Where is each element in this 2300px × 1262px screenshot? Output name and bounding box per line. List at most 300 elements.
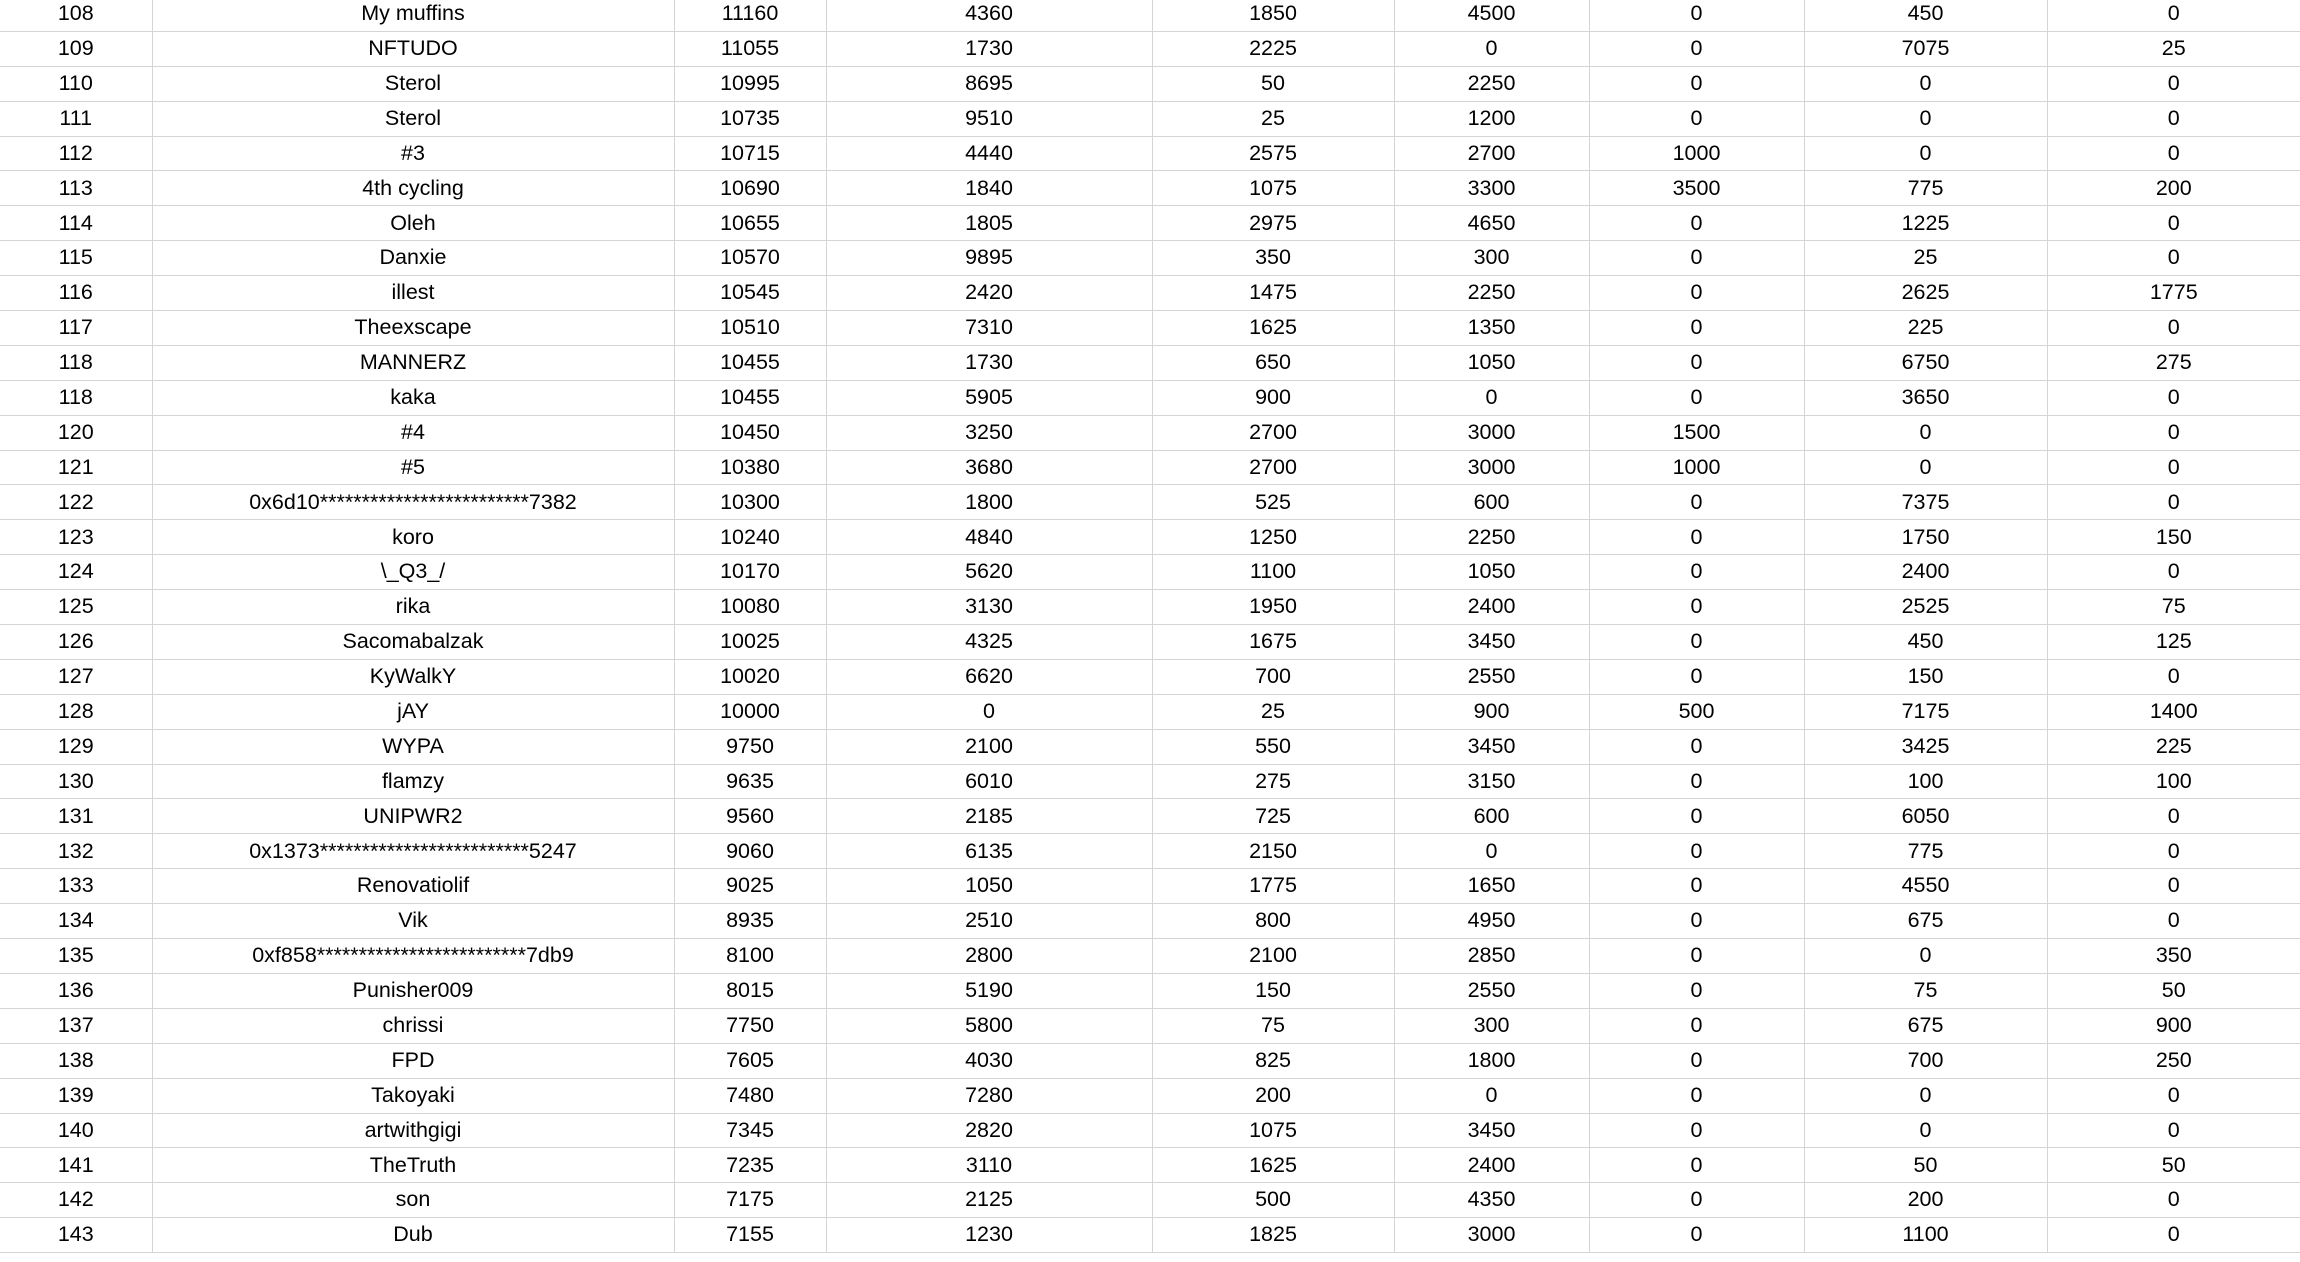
cell-rank[interactable]: 127 [0, 659, 152, 694]
cell-rank[interactable]: 113 [0, 171, 152, 206]
cell-col-6[interactable]: 0 [1589, 729, 1804, 764]
cell-col-3[interactable]: 5620 [826, 555, 1152, 590]
cell-col-5[interactable]: 4950 [1394, 904, 1589, 939]
cell-col-6[interactable]: 0 [1589, 101, 1804, 136]
cell-col-8[interactable]: 125 [2047, 625, 2300, 660]
cell-col-3[interactable]: 2820 [826, 1113, 1152, 1148]
cell-name[interactable]: Takoyaki [152, 1078, 674, 1113]
cell-rank[interactable]: 142 [0, 1183, 152, 1218]
cell-col-5[interactable]: 1200 [1394, 101, 1589, 136]
cell-total[interactable]: 9750 [674, 729, 826, 764]
cell-total[interactable]: 8935 [674, 904, 826, 939]
cell-col-8[interactable]: 50 [2047, 1148, 2300, 1183]
cell-col-3[interactable]: 4440 [826, 136, 1152, 171]
cell-col-3[interactable]: 9895 [826, 241, 1152, 276]
cell-name[interactable]: son [152, 1183, 674, 1218]
cell-col-4[interactable]: 2975 [1152, 206, 1394, 241]
cell-rank[interactable]: 136 [0, 973, 152, 1008]
cell-col-5[interactable]: 2550 [1394, 659, 1589, 694]
cell-col-7[interactable]: 0 [1804, 1113, 2047, 1148]
cell-rank[interactable]: 125 [0, 590, 152, 625]
cell-rank[interactable]: 118 [0, 380, 152, 415]
cell-total[interactable]: 10655 [674, 206, 826, 241]
cell-col-4[interactable]: 25 [1152, 101, 1394, 136]
cell-col-4[interactable]: 1075 [1152, 1113, 1394, 1148]
cell-col-3[interactable]: 5800 [826, 1008, 1152, 1043]
cell-total[interactable]: 10455 [674, 345, 826, 380]
cell-col-8[interactable]: 0 [2047, 555, 2300, 590]
cell-total[interactable]: 7480 [674, 1078, 826, 1113]
cell-rank[interactable]: 115 [0, 241, 152, 276]
cell-name[interactable]: 0x1373*************************5247 [152, 834, 674, 869]
cell-col-7[interactable]: 775 [1804, 171, 2047, 206]
cell-total[interactable]: 10000 [674, 694, 826, 729]
cell-col-6[interactable]: 0 [1589, 973, 1804, 1008]
cell-col-6[interactable]: 0 [1589, 625, 1804, 660]
cell-col-6[interactable]: 0 [1589, 206, 1804, 241]
cell-total[interactable]: 11055 [674, 31, 826, 66]
cell-total[interactable]: 7175 [674, 1183, 826, 1218]
cell-total[interactable]: 8100 [674, 939, 826, 974]
cell-col-7[interactable]: 0 [1804, 136, 2047, 171]
cell-col-5[interactable]: 2550 [1394, 973, 1589, 1008]
cell-col-4[interactable]: 1250 [1152, 520, 1394, 555]
cell-col-8[interactable]: 0 [2047, 1113, 2300, 1148]
cell-col-6[interactable]: 0 [1589, 834, 1804, 869]
cell-rank[interactable]: 109 [0, 31, 152, 66]
cell-total[interactable]: 10240 [674, 520, 826, 555]
cell-col-7[interactable]: 7075 [1804, 31, 2047, 66]
cell-col-5[interactable]: 3450 [1394, 729, 1589, 764]
cell-rank[interactable]: 112 [0, 136, 152, 171]
cell-name[interactable]: Sterol [152, 66, 674, 101]
cell-col-4[interactable]: 25 [1152, 694, 1394, 729]
cell-col-8[interactable]: 0 [2047, 241, 2300, 276]
cell-col-5[interactable]: 4650 [1394, 206, 1589, 241]
cell-name[interactable]: Sacomabalzak [152, 625, 674, 660]
cell-col-7[interactable]: 6050 [1804, 799, 2047, 834]
cell-name[interactable]: kaka [152, 380, 674, 415]
cell-name[interactable]: flamzy [152, 764, 674, 799]
cell-name[interactable]: TheTruth [152, 1148, 674, 1183]
cell-col-7[interactable]: 150 [1804, 659, 2047, 694]
cell-name[interactable]: \_Q3_/ [152, 555, 674, 590]
cell-col-5[interactable]: 0 [1394, 1078, 1589, 1113]
cell-name[interactable]: Renovatiolif [152, 869, 674, 904]
cell-total[interactable]: 8015 [674, 973, 826, 1008]
cell-col-6[interactable]: 0 [1589, 555, 1804, 590]
cell-col-3[interactable]: 1800 [826, 485, 1152, 520]
cell-total[interactable]: 9560 [674, 799, 826, 834]
cell-name[interactable]: 0x6d10*************************7382 [152, 485, 674, 520]
cell-rank[interactable]: 122 [0, 485, 152, 520]
cell-col-4[interactable]: 525 [1152, 485, 1394, 520]
cell-col-8[interactable]: 25 [2047, 31, 2300, 66]
cell-col-8[interactable]: 0 [2047, 206, 2300, 241]
cell-total[interactable]: 10735 [674, 101, 826, 136]
cell-col-6[interactable]: 0 [1589, 1078, 1804, 1113]
cell-rank[interactable]: 140 [0, 1113, 152, 1148]
cell-col-8[interactable]: 0 [2047, 66, 2300, 101]
cell-col-8[interactable]: 150 [2047, 520, 2300, 555]
cell-total[interactable]: 7605 [674, 1043, 826, 1078]
cell-col-5[interactable]: 4500 [1394, 0, 1589, 31]
cell-col-8[interactable]: 75 [2047, 590, 2300, 625]
cell-name[interactable]: 0xf858*************************7db9 [152, 939, 674, 974]
cell-col-4[interactable]: 1625 [1152, 1148, 1394, 1183]
cell-col-7[interactable]: 1750 [1804, 520, 2047, 555]
cell-col-5[interactable]: 1650 [1394, 869, 1589, 904]
cell-col-7[interactable]: 0 [1804, 450, 2047, 485]
cell-name[interactable]: WYPA [152, 729, 674, 764]
cell-col-8[interactable]: 0 [2047, 1183, 2300, 1218]
cell-col-4[interactable]: 1475 [1152, 276, 1394, 311]
cell-col-5[interactable]: 600 [1394, 485, 1589, 520]
cell-col-7[interactable]: 100 [1804, 764, 2047, 799]
cell-col-7[interactable]: 450 [1804, 625, 2047, 660]
cell-col-4[interactable]: 1625 [1152, 311, 1394, 346]
cell-name[interactable]: 4th cycling [152, 171, 674, 206]
cell-col-4[interactable]: 2575 [1152, 136, 1394, 171]
cell-col-8[interactable]: 0 [2047, 659, 2300, 694]
cell-col-7[interactable]: 2525 [1804, 590, 2047, 625]
cell-col-6[interactable]: 0 [1589, 1113, 1804, 1148]
cell-total[interactable]: 10995 [674, 66, 826, 101]
cell-name[interactable]: illest [152, 276, 674, 311]
cell-col-5[interactable]: 3300 [1394, 171, 1589, 206]
cell-col-5[interactable]: 3000 [1394, 415, 1589, 450]
cell-col-3[interactable]: 3130 [826, 590, 1152, 625]
cell-name[interactable]: Dub [152, 1218, 674, 1253]
cell-col-7[interactable]: 50 [1804, 1148, 2047, 1183]
cell-name[interactable]: MANNERZ [152, 345, 674, 380]
cell-name[interactable]: Vik [152, 904, 674, 939]
cell-col-7[interactable]: 75 [1804, 973, 2047, 1008]
cell-col-4[interactable]: 1950 [1152, 590, 1394, 625]
cell-col-4[interactable]: 75 [1152, 1008, 1394, 1043]
cell-col-3[interactable]: 0 [826, 694, 1152, 729]
cell-total[interactable]: 9060 [674, 834, 826, 869]
cell-col-8[interactable]: 1400 [2047, 694, 2300, 729]
cell-col-6[interactable]: 0 [1589, 1218, 1804, 1253]
cell-total[interactable]: 9635 [674, 764, 826, 799]
cell-col-4[interactable]: 700 [1152, 659, 1394, 694]
cell-col-6[interactable]: 3500 [1589, 171, 1804, 206]
cell-col-7[interactable]: 775 [1804, 834, 2047, 869]
cell-col-3[interactable]: 4325 [826, 625, 1152, 660]
cell-rank[interactable]: 135 [0, 939, 152, 974]
cell-col-3[interactable]: 3110 [826, 1148, 1152, 1183]
cell-col-3[interactable]: 1840 [826, 171, 1152, 206]
cell-col-7[interactable]: 6750 [1804, 345, 2047, 380]
cell-name[interactable]: artwithgigi [152, 1113, 674, 1148]
cell-name[interactable]: jAY [152, 694, 674, 729]
cell-col-3[interactable]: 1805 [826, 206, 1152, 241]
cell-name[interactable]: My muffins [152, 0, 674, 31]
cell-name[interactable]: Punisher009 [152, 973, 674, 1008]
cell-col-8[interactable]: 350 [2047, 939, 2300, 974]
cell-col-6[interactable]: 0 [1589, 485, 1804, 520]
cell-col-7[interactable]: 7175 [1804, 694, 2047, 729]
cell-rank[interactable]: 110 [0, 66, 152, 101]
cell-rank[interactable]: 128 [0, 694, 152, 729]
cell-col-7[interactable]: 2400 [1804, 555, 2047, 590]
cell-rank[interactable]: 132 [0, 834, 152, 869]
cell-name[interactable]: Danxie [152, 241, 674, 276]
cell-col-7[interactable]: 675 [1804, 1008, 2047, 1043]
cell-col-8[interactable]: 200 [2047, 171, 2300, 206]
cell-col-7[interactable]: 200 [1804, 1183, 2047, 1218]
cell-col-8[interactable]: 50 [2047, 973, 2300, 1008]
cell-total[interactable]: 11160 [674, 0, 826, 31]
cell-col-6[interactable]: 0 [1589, 869, 1804, 904]
cell-total[interactable]: 10020 [674, 659, 826, 694]
cell-col-8[interactable]: 0 [2047, 485, 2300, 520]
cell-col-8[interactable]: 1775 [2047, 276, 2300, 311]
cell-col-4[interactable]: 275 [1152, 764, 1394, 799]
cell-col-8[interactable]: 0 [2047, 799, 2300, 834]
cell-col-5[interactable]: 1050 [1394, 555, 1589, 590]
cell-col-3[interactable]: 9510 [826, 101, 1152, 136]
cell-rank[interactable]: 124 [0, 555, 152, 590]
cell-col-6[interactable]: 0 [1589, 764, 1804, 799]
cell-rank[interactable]: 141 [0, 1148, 152, 1183]
cell-col-5[interactable]: 900 [1394, 694, 1589, 729]
cell-col-5[interactable]: 3450 [1394, 1113, 1589, 1148]
cell-col-8[interactable]: 900 [2047, 1008, 2300, 1043]
cell-col-3[interactable]: 1730 [826, 345, 1152, 380]
cell-col-6[interactable]: 0 [1589, 276, 1804, 311]
cell-col-7[interactable]: 3650 [1804, 380, 2047, 415]
cell-rank[interactable]: 139 [0, 1078, 152, 1113]
cell-col-6[interactable]: 0 [1589, 241, 1804, 276]
cell-col-5[interactable]: 2400 [1394, 1148, 1589, 1183]
cell-rank[interactable]: 118 [0, 345, 152, 380]
cell-col-3[interactable]: 2800 [826, 939, 1152, 974]
cell-col-5[interactable]: 1350 [1394, 311, 1589, 346]
cell-col-8[interactable]: 0 [2047, 380, 2300, 415]
cell-col-6[interactable]: 0 [1589, 659, 1804, 694]
cell-col-4[interactable]: 1775 [1152, 869, 1394, 904]
cell-col-7[interactable]: 0 [1804, 1078, 2047, 1113]
cell-col-7[interactable]: 7375 [1804, 485, 2047, 520]
cell-total[interactable]: 10690 [674, 171, 826, 206]
cell-col-4[interactable]: 1825 [1152, 1218, 1394, 1253]
cell-rank[interactable]: 120 [0, 415, 152, 450]
cell-col-4[interactable]: 500 [1152, 1183, 1394, 1218]
cell-col-4[interactable]: 725 [1152, 799, 1394, 834]
cell-col-8[interactable]: 275 [2047, 345, 2300, 380]
cell-col-7[interactable]: 4550 [1804, 869, 2047, 904]
cell-rank[interactable]: 114 [0, 206, 152, 241]
cell-col-4[interactable]: 150 [1152, 973, 1394, 1008]
cell-col-8[interactable]: 100 [2047, 764, 2300, 799]
cell-col-8[interactable]: 0 [2047, 311, 2300, 346]
cell-col-6[interactable]: 0 [1589, 66, 1804, 101]
cell-col-4[interactable]: 1100 [1152, 555, 1394, 590]
cell-col-6[interactable]: 0 [1589, 311, 1804, 346]
cell-col-5[interactable]: 3000 [1394, 450, 1589, 485]
cell-rank[interactable]: 108 [0, 0, 152, 31]
cell-total[interactable]: 7345 [674, 1113, 826, 1148]
cell-col-3[interactable]: 6010 [826, 764, 1152, 799]
cell-col-5[interactable]: 2250 [1394, 520, 1589, 555]
cell-col-4[interactable]: 550 [1152, 729, 1394, 764]
cell-col-6[interactable]: 0 [1589, 380, 1804, 415]
cell-rank[interactable]: 126 [0, 625, 152, 660]
cell-col-6[interactable]: 0 [1589, 1148, 1804, 1183]
cell-rank[interactable]: 137 [0, 1008, 152, 1043]
cell-total[interactable]: 10380 [674, 450, 826, 485]
cell-col-5[interactable]: 0 [1394, 380, 1589, 415]
cell-total[interactable]: 10715 [674, 136, 826, 171]
cell-name[interactable]: chrissi [152, 1008, 674, 1043]
cell-col-4[interactable]: 825 [1152, 1043, 1394, 1078]
cell-col-7[interactable]: 1100 [1804, 1218, 2047, 1253]
cell-col-5[interactable]: 3450 [1394, 625, 1589, 660]
cell-col-6[interactable]: 0 [1589, 0, 1804, 31]
cell-col-3[interactable]: 4030 [826, 1043, 1152, 1078]
cell-total[interactable]: 10510 [674, 311, 826, 346]
cell-rank[interactable]: 121 [0, 450, 152, 485]
cell-rank[interactable]: 130 [0, 764, 152, 799]
cell-name[interactable]: UNIPWR2 [152, 799, 674, 834]
cell-total[interactable]: 10170 [674, 555, 826, 590]
cell-col-8[interactable]: 0 [2047, 834, 2300, 869]
cell-col-4[interactable]: 2700 [1152, 450, 1394, 485]
cell-col-3[interactable]: 1730 [826, 31, 1152, 66]
cell-col-8[interactable]: 0 [2047, 101, 2300, 136]
cell-name[interactable]: #5 [152, 450, 674, 485]
cell-col-3[interactable]: 8695 [826, 66, 1152, 101]
cell-total[interactable]: 7235 [674, 1148, 826, 1183]
cell-rank[interactable]: 133 [0, 869, 152, 904]
cell-col-7[interactable]: 0 [1804, 101, 2047, 136]
cell-col-5[interactable]: 300 [1394, 1008, 1589, 1043]
cell-col-8[interactable]: 0 [2047, 415, 2300, 450]
cell-col-4[interactable]: 1075 [1152, 171, 1394, 206]
cell-col-6[interactable]: 0 [1589, 590, 1804, 625]
cell-col-3[interactable]: 2420 [826, 276, 1152, 311]
cell-col-7[interactable]: 0 [1804, 66, 2047, 101]
cell-col-8[interactable]: 0 [2047, 1218, 2300, 1253]
cell-rank[interactable]: 111 [0, 101, 152, 136]
cell-col-8[interactable]: 0 [2047, 1078, 2300, 1113]
cell-col-3[interactable]: 4360 [826, 0, 1152, 31]
cell-col-6[interactable]: 1000 [1589, 136, 1804, 171]
cell-col-4[interactable]: 350 [1152, 241, 1394, 276]
cell-col-4[interactable]: 800 [1152, 904, 1394, 939]
cell-col-3[interactable]: 7310 [826, 311, 1152, 346]
cell-col-3[interactable]: 5905 [826, 380, 1152, 415]
cell-col-5[interactable]: 2250 [1394, 276, 1589, 311]
cell-rank[interactable]: 143 [0, 1218, 152, 1253]
cell-total[interactable]: 10025 [674, 625, 826, 660]
cell-name[interactable]: rika [152, 590, 674, 625]
cell-total[interactable]: 10455 [674, 380, 826, 415]
cell-col-7[interactable]: 2625 [1804, 276, 2047, 311]
cell-name[interactable]: #3 [152, 136, 674, 171]
cell-total[interactable]: 7750 [674, 1008, 826, 1043]
cell-col-7[interactable]: 3425 [1804, 729, 2047, 764]
cell-col-5[interactable]: 1800 [1394, 1043, 1589, 1078]
cell-col-6[interactable]: 0 [1589, 1043, 1804, 1078]
cell-col-8[interactable]: 0 [2047, 450, 2300, 485]
cell-col-3[interactable]: 5190 [826, 973, 1152, 1008]
cell-col-5[interactable]: 0 [1394, 31, 1589, 66]
cell-col-7[interactable]: 0 [1804, 415, 2047, 450]
cell-col-5[interactable]: 300 [1394, 241, 1589, 276]
cell-rank[interactable]: 131 [0, 799, 152, 834]
cell-col-7[interactable]: 450 [1804, 0, 2047, 31]
cell-col-5[interactable]: 3000 [1394, 1218, 1589, 1253]
cell-col-3[interactable]: 2185 [826, 799, 1152, 834]
cell-col-4[interactable]: 2100 [1152, 939, 1394, 974]
cell-name[interactable]: FPD [152, 1043, 674, 1078]
cell-col-5[interactable]: 2850 [1394, 939, 1589, 974]
cell-col-6[interactable]: 0 [1589, 939, 1804, 974]
cell-rank[interactable]: 123 [0, 520, 152, 555]
cell-col-8[interactable]: 0 [2047, 904, 2300, 939]
cell-rank[interactable]: 138 [0, 1043, 152, 1078]
cell-col-6[interactable]: 0 [1589, 1183, 1804, 1218]
cell-col-3[interactable]: 2510 [826, 904, 1152, 939]
cell-col-8[interactable]: 0 [2047, 136, 2300, 171]
cell-col-6[interactable]: 500 [1589, 694, 1804, 729]
cell-col-7[interactable]: 0 [1804, 939, 2047, 974]
cell-rank[interactable]: 134 [0, 904, 152, 939]
cell-name[interactable]: KyWalkY [152, 659, 674, 694]
cell-col-6[interactable]: 0 [1589, 904, 1804, 939]
cell-col-6[interactable]: 1500 [1589, 415, 1804, 450]
cell-col-4[interactable]: 1675 [1152, 625, 1394, 660]
cell-col-3[interactable]: 1230 [826, 1218, 1152, 1253]
cell-col-5[interactable]: 1050 [1394, 345, 1589, 380]
cell-col-5[interactable]: 2250 [1394, 66, 1589, 101]
cell-name[interactable]: Theexscape [152, 311, 674, 346]
cell-total[interactable]: 10570 [674, 241, 826, 276]
cell-col-3[interactable]: 1050 [826, 869, 1152, 904]
cell-total[interactable]: 10300 [674, 485, 826, 520]
cell-col-4[interactable]: 2150 [1152, 834, 1394, 869]
cell-rank[interactable]: 117 [0, 311, 152, 346]
cell-col-4[interactable]: 650 [1152, 345, 1394, 380]
cell-col-6[interactable]: 0 [1589, 345, 1804, 380]
cell-col-3[interactable]: 6135 [826, 834, 1152, 869]
cell-col-8[interactable]: 225 [2047, 729, 2300, 764]
cell-col-7[interactable]: 1225 [1804, 206, 2047, 241]
cell-total[interactable]: 10545 [674, 276, 826, 311]
cell-total[interactable]: 7155 [674, 1218, 826, 1253]
cell-col-3[interactable]: 3680 [826, 450, 1152, 485]
cell-rank[interactable]: 129 [0, 729, 152, 764]
cell-name[interactable]: koro [152, 520, 674, 555]
cell-col-3[interactable]: 4840 [826, 520, 1152, 555]
cell-col-4[interactable]: 1850 [1152, 0, 1394, 31]
cell-total[interactable]: 9025 [674, 869, 826, 904]
cell-col-3[interactable]: 6620 [826, 659, 1152, 694]
cell-col-3[interactable]: 3250 [826, 415, 1152, 450]
cell-col-8[interactable]: 250 [2047, 1043, 2300, 1078]
cell-col-7[interactable]: 25 [1804, 241, 2047, 276]
cell-col-7[interactable]: 675 [1804, 904, 2047, 939]
cell-total[interactable]: 10080 [674, 590, 826, 625]
cell-col-5[interactable]: 600 [1394, 799, 1589, 834]
cell-name[interactable]: Oleh [152, 206, 674, 241]
cell-col-4[interactable]: 200 [1152, 1078, 1394, 1113]
cell-rank[interactable]: 116 [0, 276, 152, 311]
cell-col-8[interactable]: 0 [2047, 0, 2300, 31]
